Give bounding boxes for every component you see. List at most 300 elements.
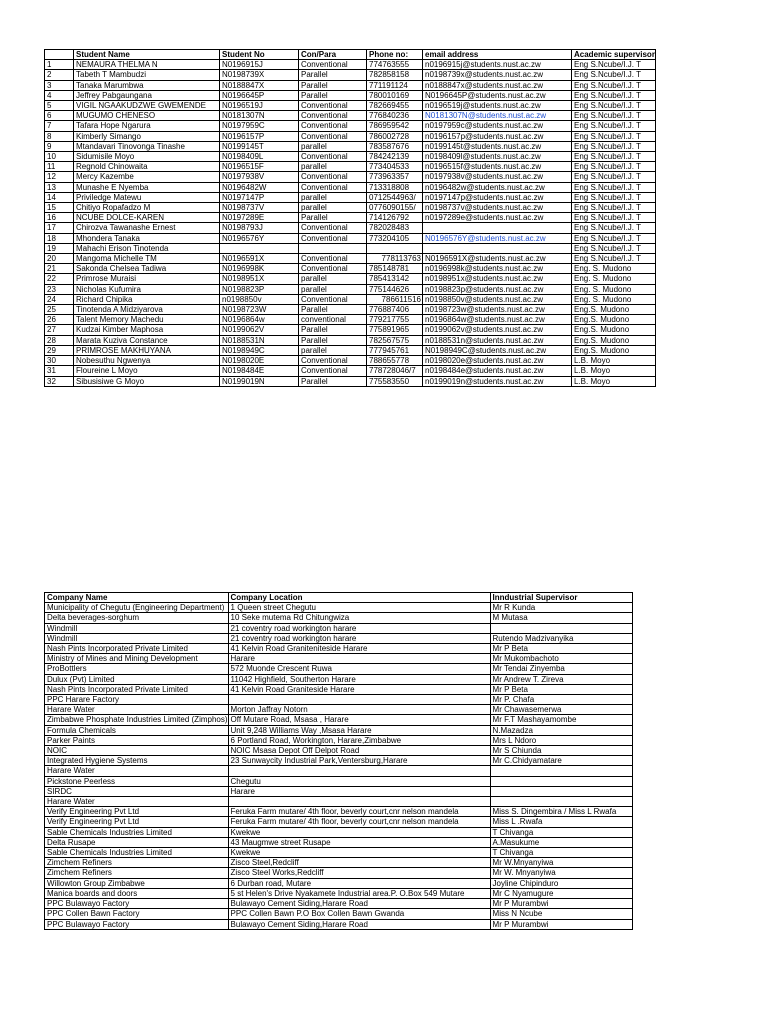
- email-address-cell: n0196482w@students.nust.ac.zw: [423, 182, 572, 192]
- academic-supervisor-cell: Eng.S. Mudono: [572, 305, 656, 315]
- student-no-cell: [220, 243, 299, 253]
- con-para-cell: Conventional: [299, 264, 367, 274]
- email-address-cell: n0198737v@students.nust.ac.zw: [423, 203, 572, 213]
- row-number-cell: 30: [45, 356, 74, 366]
- academic-supervisor-cell: Eng. S. Mudono: [572, 274, 656, 284]
- company-location-cell: Unit 9,248 Williams Way ,Msasa Harare: [228, 725, 490, 735]
- industrial-supervisor-cell: Mrs L Ndoro: [490, 735, 632, 745]
- con-para-cell: Conventional: [299, 356, 367, 366]
- student-name-cell: Mangoma Michelle TM: [74, 254, 220, 264]
- company-location-cell: 5 st Helen's Drive Nyakamete Industrial area.P. O.Box 549 Mutare: [228, 888, 490, 898]
- table-row: [45, 141, 656, 151]
- con-para-cell: Conventional: [299, 111, 367, 121]
- table-row: [45, 746, 633, 756]
- company-location-cell: 1 Queen street Chegutu: [228, 603, 490, 613]
- phone-no-cell: 773204105: [367, 233, 423, 243]
- academic-supervisor-cell: Eng S.Ncube/I.J. T: [572, 223, 656, 233]
- row-number-cell: 16: [45, 213, 74, 223]
- student-no-cell: N0199019N: [220, 376, 299, 386]
- table-row: [45, 756, 633, 766]
- table-row: [45, 674, 633, 684]
- row-number-cell: 10: [45, 152, 74, 162]
- con-para-cell: Parallel: [299, 305, 367, 315]
- student-name-cell: Regnold Chinowaita: [74, 162, 220, 172]
- table-row: [45, 366, 656, 376]
- company-location-cell: 572 Muonde Crescent Ruwa: [228, 664, 490, 674]
- table-row: [45, 274, 656, 284]
- row-number-cell: 24: [45, 294, 74, 304]
- company-table: [44, 592, 633, 930]
- academic-supervisor-cell: Eng S.Ncube/I.J. T: [572, 243, 656, 253]
- industrial-supervisor-cell: M Mutasa: [490, 613, 632, 623]
- company-location-cell: 43 Maugmwe street Rusape: [228, 837, 490, 847]
- table-row: [45, 325, 656, 335]
- student-no-cell: N0196591X: [220, 254, 299, 264]
- academic-supervisor-cell: Eng S.Ncube/I.J. T: [572, 162, 656, 172]
- company-location-cell: [228, 695, 490, 705]
- con-para-cell: Conventional: [299, 182, 367, 192]
- company-location-cell: Kwekwe: [228, 848, 490, 858]
- phone-no-cell: 778728046/7: [367, 366, 423, 376]
- industrial-supervisor-cell: Mr P Murambwi: [490, 919, 632, 929]
- table-row: [45, 776, 633, 786]
- student-name-cell: Munashe E Nyemba: [74, 182, 220, 192]
- academic-supervisor-cell: Eng. S. Mudono: [572, 294, 656, 304]
- row-number-cell: 18: [45, 233, 74, 243]
- student-name-cell: Mercy Kazembe: [74, 172, 220, 182]
- table-row: [45, 817, 633, 827]
- phone-no-cell: 782028483: [367, 223, 423, 233]
- con-para-cell: parallel: [299, 192, 367, 202]
- company-name-cell: Sable Chemicals Industries Limited: [45, 827, 229, 837]
- phone-no-cell: 786002728: [367, 131, 423, 141]
- table-row: [45, 162, 656, 172]
- academic-supervisor-cell: L.B. Moyo: [572, 376, 656, 386]
- con-para-cell: Conventional: [299, 121, 367, 131]
- email-address-cell: n0198951x@students.nust.ac.zw: [423, 274, 572, 284]
- con-para-cell: Conventional: [299, 152, 367, 162]
- table-row: [45, 848, 633, 858]
- company-location-cell: Kwekwe: [228, 827, 490, 837]
- table-row: [45, 254, 656, 264]
- email-address-cell: n0198823p@students.nust.ac.zw: [423, 284, 572, 294]
- row-number-cell: 28: [45, 335, 74, 345]
- company-location-cell: 23 Sunwaycity Industrial Park,Ventersburg,Harare: [228, 756, 490, 766]
- company-location-cell: 11042 Highfield, Southerton Harare: [228, 674, 490, 684]
- row-number-cell: 20: [45, 254, 74, 264]
- company-location-cell: 41 Kelvin Road Graniteside Harare: [228, 684, 490, 694]
- company-name-cell: Zimbabwe Phosphate Industries Limited (Zimphos): [45, 715, 229, 725]
- company-name-cell: Formula Chemicals: [45, 725, 229, 735]
- phone-no-cell: 785148781: [367, 264, 423, 274]
- industrial-supervisor-cell: Mr P. Chafa: [490, 695, 632, 705]
- row-number-cell: 8: [45, 131, 74, 141]
- table-row: [45, 335, 656, 345]
- phone-no-cell: 773404533: [367, 162, 423, 172]
- email-address-cell: [423, 243, 572, 253]
- email-address-cell: n0198484e@students.nust.ac.zw: [423, 366, 572, 376]
- academic-supervisor-cell: Eng S.Ncube/I.J. T: [572, 182, 656, 192]
- table-row: [45, 90, 656, 100]
- email-address-cell: n0198850v@students.nust.ac.zw: [423, 294, 572, 304]
- table-row: [45, 695, 633, 705]
- student-no-cell: N0197289E: [220, 213, 299, 223]
- industrial-supervisor-cell: [490, 776, 632, 786]
- table-row: [45, 919, 633, 929]
- con-para-cell: parallel: [299, 284, 367, 294]
- email-address-cell: n0198409l@students.nust.ac.zw: [423, 152, 572, 162]
- student-table: [44, 49, 656, 387]
- phone-no-cell: 786611516: [367, 294, 423, 304]
- student-no-cell: N0196515F: [220, 162, 299, 172]
- student-no-cell: N0198739X: [220, 70, 299, 80]
- email-address-cell: n0196998k@students.nust.ac.zw: [423, 264, 572, 274]
- industrial-supervisor-cell: Mr Tendai Zinyemba: [490, 664, 632, 674]
- email-address-cell: n0199019n@students.nust.ac.zw: [423, 376, 572, 386]
- con-para-cell: Parallel: [299, 90, 367, 100]
- industrial-supervisor-cell: Mr W. Mnyanyiwa: [490, 868, 632, 878]
- industrial-supervisor-cell: Rutendo Madzivanyika: [490, 633, 632, 643]
- company-name-cell: Verify Engineering Pvt Ltd: [45, 807, 229, 817]
- phone-no-cell: 771191124: [367, 80, 423, 90]
- row-number-cell: 1: [45, 60, 74, 70]
- student-name-cell: Tinotenda A Midziyarova: [74, 305, 220, 315]
- row-number-cell: 19: [45, 243, 74, 253]
- academic-supervisor-cell: Eng.S. Mudono: [572, 315, 656, 325]
- con-para-cell: parallel: [299, 162, 367, 172]
- con-para-cell: Parallel: [299, 213, 367, 223]
- row-number-cell: 11: [45, 162, 74, 172]
- row-number-cell: 3: [45, 80, 74, 90]
- table-row: [45, 715, 633, 725]
- table-row: [45, 654, 633, 664]
- company-location-cell: Zisco Steel Works,Redcliff: [228, 868, 490, 878]
- header-student-name: Student Name: [74, 50, 220, 60]
- industrial-supervisor-cell: Mr C.Chidyamatare: [490, 756, 632, 766]
- email-address-cell: N0198949C@students.nust.ac.zw: [423, 345, 572, 355]
- student-name-cell: Sakonda Chelsea Tadiwa: [74, 264, 220, 274]
- student-no-cell: N0188847X: [220, 80, 299, 90]
- company-location-cell: 41 Kelvin Road Graniteniteside Harare: [228, 644, 490, 654]
- industrial-supervisor-cell: N.Mazadza: [490, 725, 632, 735]
- table-row: [45, 684, 633, 694]
- email-address-cell: n0197147p@students.nust.ac.zw: [423, 192, 572, 202]
- email-address-cell: [423, 223, 572, 233]
- student-name-cell: Floureine L Moyo: [74, 366, 220, 376]
- industrial-supervisor-cell: Mr R Kunda: [490, 603, 632, 613]
- con-para-cell: Parallel: [299, 70, 367, 80]
- academic-supervisor-cell: Eng. S. Mudono: [572, 264, 656, 274]
- table-row: [45, 878, 633, 888]
- phone-no-cell: 776840236: [367, 111, 423, 121]
- row-number-cell: 13: [45, 182, 74, 192]
- table-row: [45, 858, 633, 868]
- con-para-cell: Parallel: [299, 376, 367, 386]
- email-address-cell: N0196576Y@students.nust.ac.zw: [423, 233, 572, 243]
- email-address-cell: n0188531n@students.nust.ac.zw: [423, 335, 572, 345]
- table-row: [45, 172, 656, 182]
- company-name-cell: Manica boards and doors: [45, 888, 229, 898]
- student-name-cell: Chitiyo Ropafadzo M: [74, 203, 220, 213]
- email-address-cell: n0199145t@students.nust.ac.zw: [423, 141, 572, 151]
- company-name-cell: Harare Water: [45, 766, 229, 776]
- row-number-cell: 27: [45, 325, 74, 335]
- email-address-cell: n0188847x@students.nust.ac.zw: [423, 80, 572, 90]
- company-location-cell: Chegutu: [228, 776, 490, 786]
- phone-no-cell: 782858158: [367, 70, 423, 80]
- row-number-cell: 4: [45, 90, 74, 100]
- header-row-number: [45, 50, 74, 60]
- row-number-cell: 31: [45, 366, 74, 376]
- student-name-cell: Sibusisiwe G Moyo: [74, 376, 220, 386]
- academic-supervisor-cell: L.B. Moyo: [572, 366, 656, 376]
- table-row: [45, 203, 656, 213]
- company-name-cell: PPC Bulawayo Factory: [45, 899, 229, 909]
- academic-supervisor-cell: Eng S.Ncube/I.J. T: [572, 254, 656, 264]
- row-number-cell: 7: [45, 121, 74, 131]
- row-number-cell: 9: [45, 141, 74, 151]
- student-no-cell: N0188531N: [220, 335, 299, 345]
- academic-supervisor-cell: Eng.S. Mudono: [572, 345, 656, 355]
- email-address-cell: N0196591X@students.nust.ac.zw: [423, 254, 572, 264]
- student-name-cell: Priviledge Matewu: [74, 192, 220, 202]
- company-name-cell: Delta beverages-sorghum: [45, 613, 229, 623]
- table-row: [45, 152, 656, 162]
- phone-no-cell: 782567575: [367, 335, 423, 345]
- student-name-cell: Tanaka Marumbwa: [74, 80, 220, 90]
- company-name-cell: Dulux (Pvt) Limited: [45, 674, 229, 684]
- company-location-cell: 6 Durban road, Mutare: [228, 878, 490, 888]
- company-name-cell: Willowton Group Zimbabwe: [45, 878, 229, 888]
- row-number-cell: 25: [45, 305, 74, 315]
- phone-no-cell: 782669455: [367, 101, 423, 111]
- academic-supervisor-cell: Eng. S. Mudono: [572, 284, 656, 294]
- student-no-cell: N0198723W: [220, 305, 299, 315]
- industrial-supervisor-cell: T Chivanga: [490, 848, 632, 858]
- industrial-supervisor-cell: [490, 623, 632, 633]
- student-no-cell: n0198850v: [220, 294, 299, 304]
- student-no-cell: N0197938V: [220, 172, 299, 182]
- student-name-cell: Primrose Muraisi: [74, 274, 220, 284]
- student-no-cell: N0196482W: [220, 182, 299, 192]
- table-row: [45, 705, 633, 715]
- student-name-cell: Talent Memory Machedu: [74, 315, 220, 325]
- company-name-cell: Harare Water: [45, 705, 229, 715]
- table-row: [45, 797, 633, 807]
- phone-no-cell: 778113763: [367, 254, 423, 264]
- table-row: [45, 766, 633, 776]
- phone-no-cell: 0776090155/: [367, 203, 423, 213]
- phone-no-cell: 714126792: [367, 213, 423, 223]
- table-row: [45, 233, 656, 243]
- academic-supervisor-cell: Eng S.Ncube/I.J. T: [572, 121, 656, 131]
- table-row: [45, 613, 633, 623]
- email-address-cell: n0196157p@students.nust.ac.zw: [423, 131, 572, 141]
- student-no-cell: N0196998K: [220, 264, 299, 274]
- academic-supervisor-cell: Eng S.Ncube/I.J. T: [572, 101, 656, 111]
- academic-supervisor-cell: Eng S.Ncube/I.J. T: [572, 192, 656, 202]
- email-address-cell: n0198739x@students.nust.ac.zw: [423, 70, 572, 80]
- table-row: [45, 623, 633, 633]
- phone-no-cell: [367, 243, 423, 253]
- company-location-cell: Zisco Steel,Redcliff: [228, 858, 490, 868]
- table-row: [45, 60, 656, 70]
- student-name-cell: PRIMROSE MAKHUYANA: [74, 345, 220, 355]
- header-con-para: Con/Para: [299, 50, 367, 60]
- table-row: [45, 603, 633, 613]
- industrial-supervisor-cell: Joyline Chipinduro: [490, 878, 632, 888]
- email-address-cell: n0196519j@students.nust.ac.zw: [423, 101, 572, 111]
- company-name-cell: NOIC: [45, 746, 229, 756]
- student-name-cell: Tafara Hope Ngarura: [74, 121, 220, 131]
- academic-supervisor-cell: Eng S.Ncube/I.J. T: [572, 213, 656, 223]
- company-location-cell: Morton Jaffray Notorn: [228, 705, 490, 715]
- table-row: [45, 837, 633, 847]
- phone-no-cell: 775891965: [367, 325, 423, 335]
- phone-no-cell: 777945761: [367, 345, 423, 355]
- email-address-cell: n0197289e@students.nust.ac.zw: [423, 213, 572, 223]
- row-number-cell: 15: [45, 203, 74, 213]
- row-number-cell: 32: [45, 376, 74, 386]
- company-location-cell: Feruka Farm mutare/ 4th floor, beverly court,cnr nelson mandela: [228, 807, 490, 817]
- student-name-cell: MUGUMO CHENESO: [74, 111, 220, 121]
- industrial-supervisor-cell: [490, 786, 632, 796]
- company-location-cell: Harare: [228, 654, 490, 664]
- industrial-supervisor-cell: Mr Andrew T. Zireva: [490, 674, 632, 684]
- row-number-cell: 14: [45, 192, 74, 202]
- academic-supervisor-cell: Eng S.Ncube/I.J. T: [572, 152, 656, 162]
- phone-no-cell: 775144626: [367, 284, 423, 294]
- row-number-cell: 26: [45, 315, 74, 325]
- con-para-cell: Conventional: [299, 101, 367, 111]
- company-name-cell: Sable Chemicals Industries Limited: [45, 848, 229, 858]
- student-name-cell: Marata Kuziva Constance: [74, 335, 220, 345]
- company-header-row: [45, 593, 633, 603]
- student-name-cell: Kudzai Kimber Maphosa: [74, 325, 220, 335]
- table-row: [45, 305, 656, 315]
- table-row: [45, 294, 656, 304]
- email-address-cell: n0199062v@students.nust.ac.zw: [423, 325, 572, 335]
- email-address-cell: N0181307N@students.nust.ac.zw: [423, 111, 572, 121]
- row-number-cell: 2: [45, 70, 74, 80]
- table-row: [45, 644, 633, 654]
- company-location-cell: PPC Collen Bawn P.O Box Collen Bawn Gwanda: [228, 909, 490, 919]
- phone-no-cell: 786959542: [367, 121, 423, 131]
- table-row: [45, 101, 656, 111]
- table-row: [45, 284, 656, 294]
- row-number-cell: 22: [45, 274, 74, 284]
- industrial-supervisor-cell: Mr P Beta: [490, 644, 632, 654]
- company-location-cell: 21 coventry road workington harare: [228, 633, 490, 643]
- student-name-cell: Mtandavari Tinovonga Tinashe: [74, 141, 220, 151]
- table-row: [45, 345, 656, 355]
- academic-supervisor-cell: Eng S.Ncube/I.J. T: [572, 233, 656, 243]
- header-phone-no: Phone no:: [367, 50, 423, 60]
- company-name-cell: Nash Pints Incorporated Private Limited: [45, 684, 229, 694]
- industrial-supervisor-cell: Miss S. Dingembira / Miss L Rwafa: [490, 807, 632, 817]
- student-name-cell: VIGIL NGAAKUDZWE GWEMENDE: [74, 101, 220, 111]
- company-location-cell: Bulawayo Cement Siding,Harare Road: [228, 919, 490, 929]
- academic-supervisor-cell: Eng S.Ncube/I.J. T: [572, 90, 656, 100]
- table-row: [45, 376, 656, 386]
- student-no-cell: N0196157P: [220, 131, 299, 141]
- con-para-cell: Conventional: [299, 172, 367, 182]
- industrial-supervisor-cell: [490, 766, 632, 776]
- table-row: [45, 243, 656, 253]
- phone-no-cell: 713318808: [367, 182, 423, 192]
- email-address-cell: n0196915j@students.nust.ac.zw: [423, 60, 572, 70]
- table-row: [45, 121, 656, 131]
- con-para-cell: Conventional: [299, 131, 367, 141]
- industrial-supervisor-cell: T Chivanga: [490, 827, 632, 837]
- academic-supervisor-cell: L.B. Moyo: [572, 356, 656, 366]
- industrial-supervisor-cell: [490, 797, 632, 807]
- table-row: [45, 182, 656, 192]
- table-row: [45, 899, 633, 909]
- industrial-supervisor-cell: Miss N Ncube: [490, 909, 632, 919]
- industrial-supervisor-cell: Mr P Beta: [490, 684, 632, 694]
- student-no-cell: N0198793J: [220, 223, 299, 233]
- company-name-cell: Integrated Hygiene Systems: [45, 756, 229, 766]
- student-name-cell: Nicholas Kufumira: [74, 284, 220, 294]
- company-name-cell: ProBottlers: [45, 664, 229, 674]
- student-no-cell: N0198737V: [220, 203, 299, 213]
- industrial-supervisor-cell: Mr C Nyamugure: [490, 888, 632, 898]
- table-row: [45, 664, 633, 674]
- academic-supervisor-cell: Eng.S. Mudono: [572, 325, 656, 335]
- academic-supervisor-cell: Eng S.Ncube/I.J. T: [572, 141, 656, 151]
- table-row: [45, 111, 656, 121]
- company-name-cell: Nash Pints Incorporated Private Limited: [45, 644, 229, 654]
- company-location-cell: [228, 766, 490, 776]
- student-no-cell: N0199062V: [220, 325, 299, 335]
- con-para-cell: parallel: [299, 274, 367, 284]
- industrial-supervisor-cell: Mr Mukombachoto: [490, 654, 632, 664]
- student-name-cell: Kimberly Simango: [74, 131, 220, 141]
- company-name-cell: SIRDC: [45, 786, 229, 796]
- company-name-cell: PPC Harare Factory: [45, 695, 229, 705]
- table-row: [45, 909, 633, 919]
- student-no-cell: N0197959C: [220, 121, 299, 131]
- company-location-cell: 10 Seke mutema Rd Chitungwiza: [228, 613, 490, 623]
- con-para-cell: parallel: [299, 141, 367, 151]
- student-name-cell: Mahachi Erison Tinotenda: [74, 243, 220, 253]
- company-name-cell: Parker Paints: [45, 735, 229, 745]
- con-para-cell: Conventional: [299, 366, 367, 376]
- phone-no-cell: 784242139: [367, 152, 423, 162]
- row-number-cell: 29: [45, 345, 74, 355]
- student-no-cell: N0198020E: [220, 356, 299, 366]
- academic-supervisor-cell: Eng S.Ncube/I.J. T: [572, 70, 656, 80]
- row-number-cell: 5: [45, 101, 74, 111]
- company-name-cell: Windmill: [45, 623, 229, 633]
- student-no-cell: N0196519J: [220, 101, 299, 111]
- student-name-cell: Sidumisile Moyo: [74, 152, 220, 162]
- email-address-cell: n0198723w@students.nust.ac.zw: [423, 305, 572, 315]
- student-name-cell: Mhondera Tanaka: [74, 233, 220, 243]
- table-row: [45, 192, 656, 202]
- student-name-cell: Chirozva Tawanashe Ernest: [74, 223, 220, 233]
- industrial-supervisor-cell: Mr S Chiunda: [490, 746, 632, 756]
- industrial-supervisor-cell: Mr F.T Mashayamombe: [490, 715, 632, 725]
- company-name-cell: Windmill: [45, 633, 229, 643]
- con-para-cell: [299, 243, 367, 253]
- student-no-cell: N0196915J: [220, 60, 299, 70]
- student-name-cell: Nobesuthu Ngwenya: [74, 356, 220, 366]
- academic-supervisor-cell: Eng S.Ncube/I.J. T: [572, 60, 656, 70]
- email-address-cell: N0196645P@students.nust.ac.zw: [423, 90, 572, 100]
- student-no-cell: N0181307N: [220, 111, 299, 121]
